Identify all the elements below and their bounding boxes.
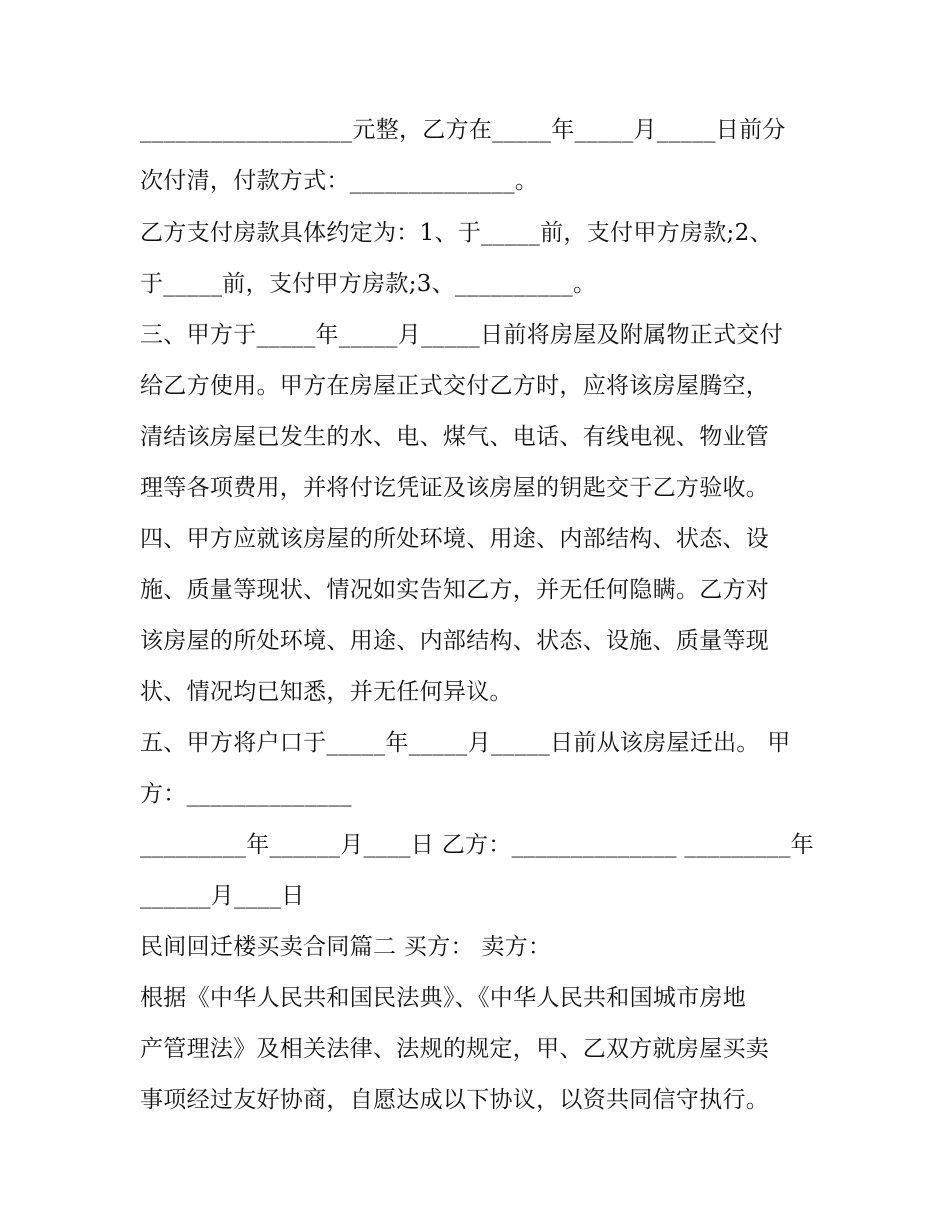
signature-date-line: _________年______月____日 乙方：______________ _________年 (140, 832, 814, 858)
clause-four-line-3: 该房屋的所处环境、用途、内部结构、状态、设施、质量等现 (140, 628, 770, 654)
section-two-heading: 民间回迁楼买卖合同篇二 买方： 卖方： (140, 934, 552, 960)
clause-four-line-4: 状、情况均已知悉，并无任何异议。 (140, 679, 513, 705)
clause-three-line-3: 清结该房屋已发生的水、电、煤气、电话、有线电视、物业管 (140, 424, 770, 450)
payment-method-line: 次付清，付款方式：______________。 (140, 168, 539, 194)
preamble-line-2: 产管理法》及相关法律、法规的规定，甲、乙双方就房屋买卖 (140, 1036, 770, 1062)
payment-schedule-line-1: 乙方支付房款具体约定为：1、于_____前，支付甲方房款;2、 (140, 220, 773, 246)
clause-four-line-2: 施、质量等现状、情况如实告知乙方，并无任何隐瞒。乙方对 (140, 577, 770, 603)
payment-schedule-line-2: 于_____前，支付甲方房款;3、__________。 (140, 271, 597, 297)
clause-five-line-1: 五、甲方将户口于_____年_____月_____日前从该房屋迁出。 甲 (140, 730, 791, 756)
preamble-line-1: 根据《中华人民共和国民法典》、《中华人民共和国城市房地 (140, 985, 747, 1011)
payment-amount-line: __________________元整，乙方在_____年_____月_____日前分 (140, 117, 786, 143)
clause-three-line-4: 理等各项费用，并将付讫凭证及该房屋的钥匙交于乙方验收。 (140, 475, 770, 501)
party-a-signature-line: 方：______________ (140, 781, 352, 807)
signature-date-line-2: ______月____日 (140, 883, 305, 909)
clause-four-line-1: 四、甲方应就该房屋的所处环境、用途、内部结构、状态、设 (140, 526, 770, 552)
preamble-line-3: 事项经过友好协商，自愿达成以下协议，以资共同信守执行。 (140, 1087, 770, 1113)
clause-three-line-2: 给乙方使用。甲方在房屋正式交付乙方时，应将该房屋腾空， (140, 373, 770, 399)
clause-three-line-1: 三、甲方于_____年_____月_____日前将房屋及附属物正式交付 (140, 322, 783, 348)
